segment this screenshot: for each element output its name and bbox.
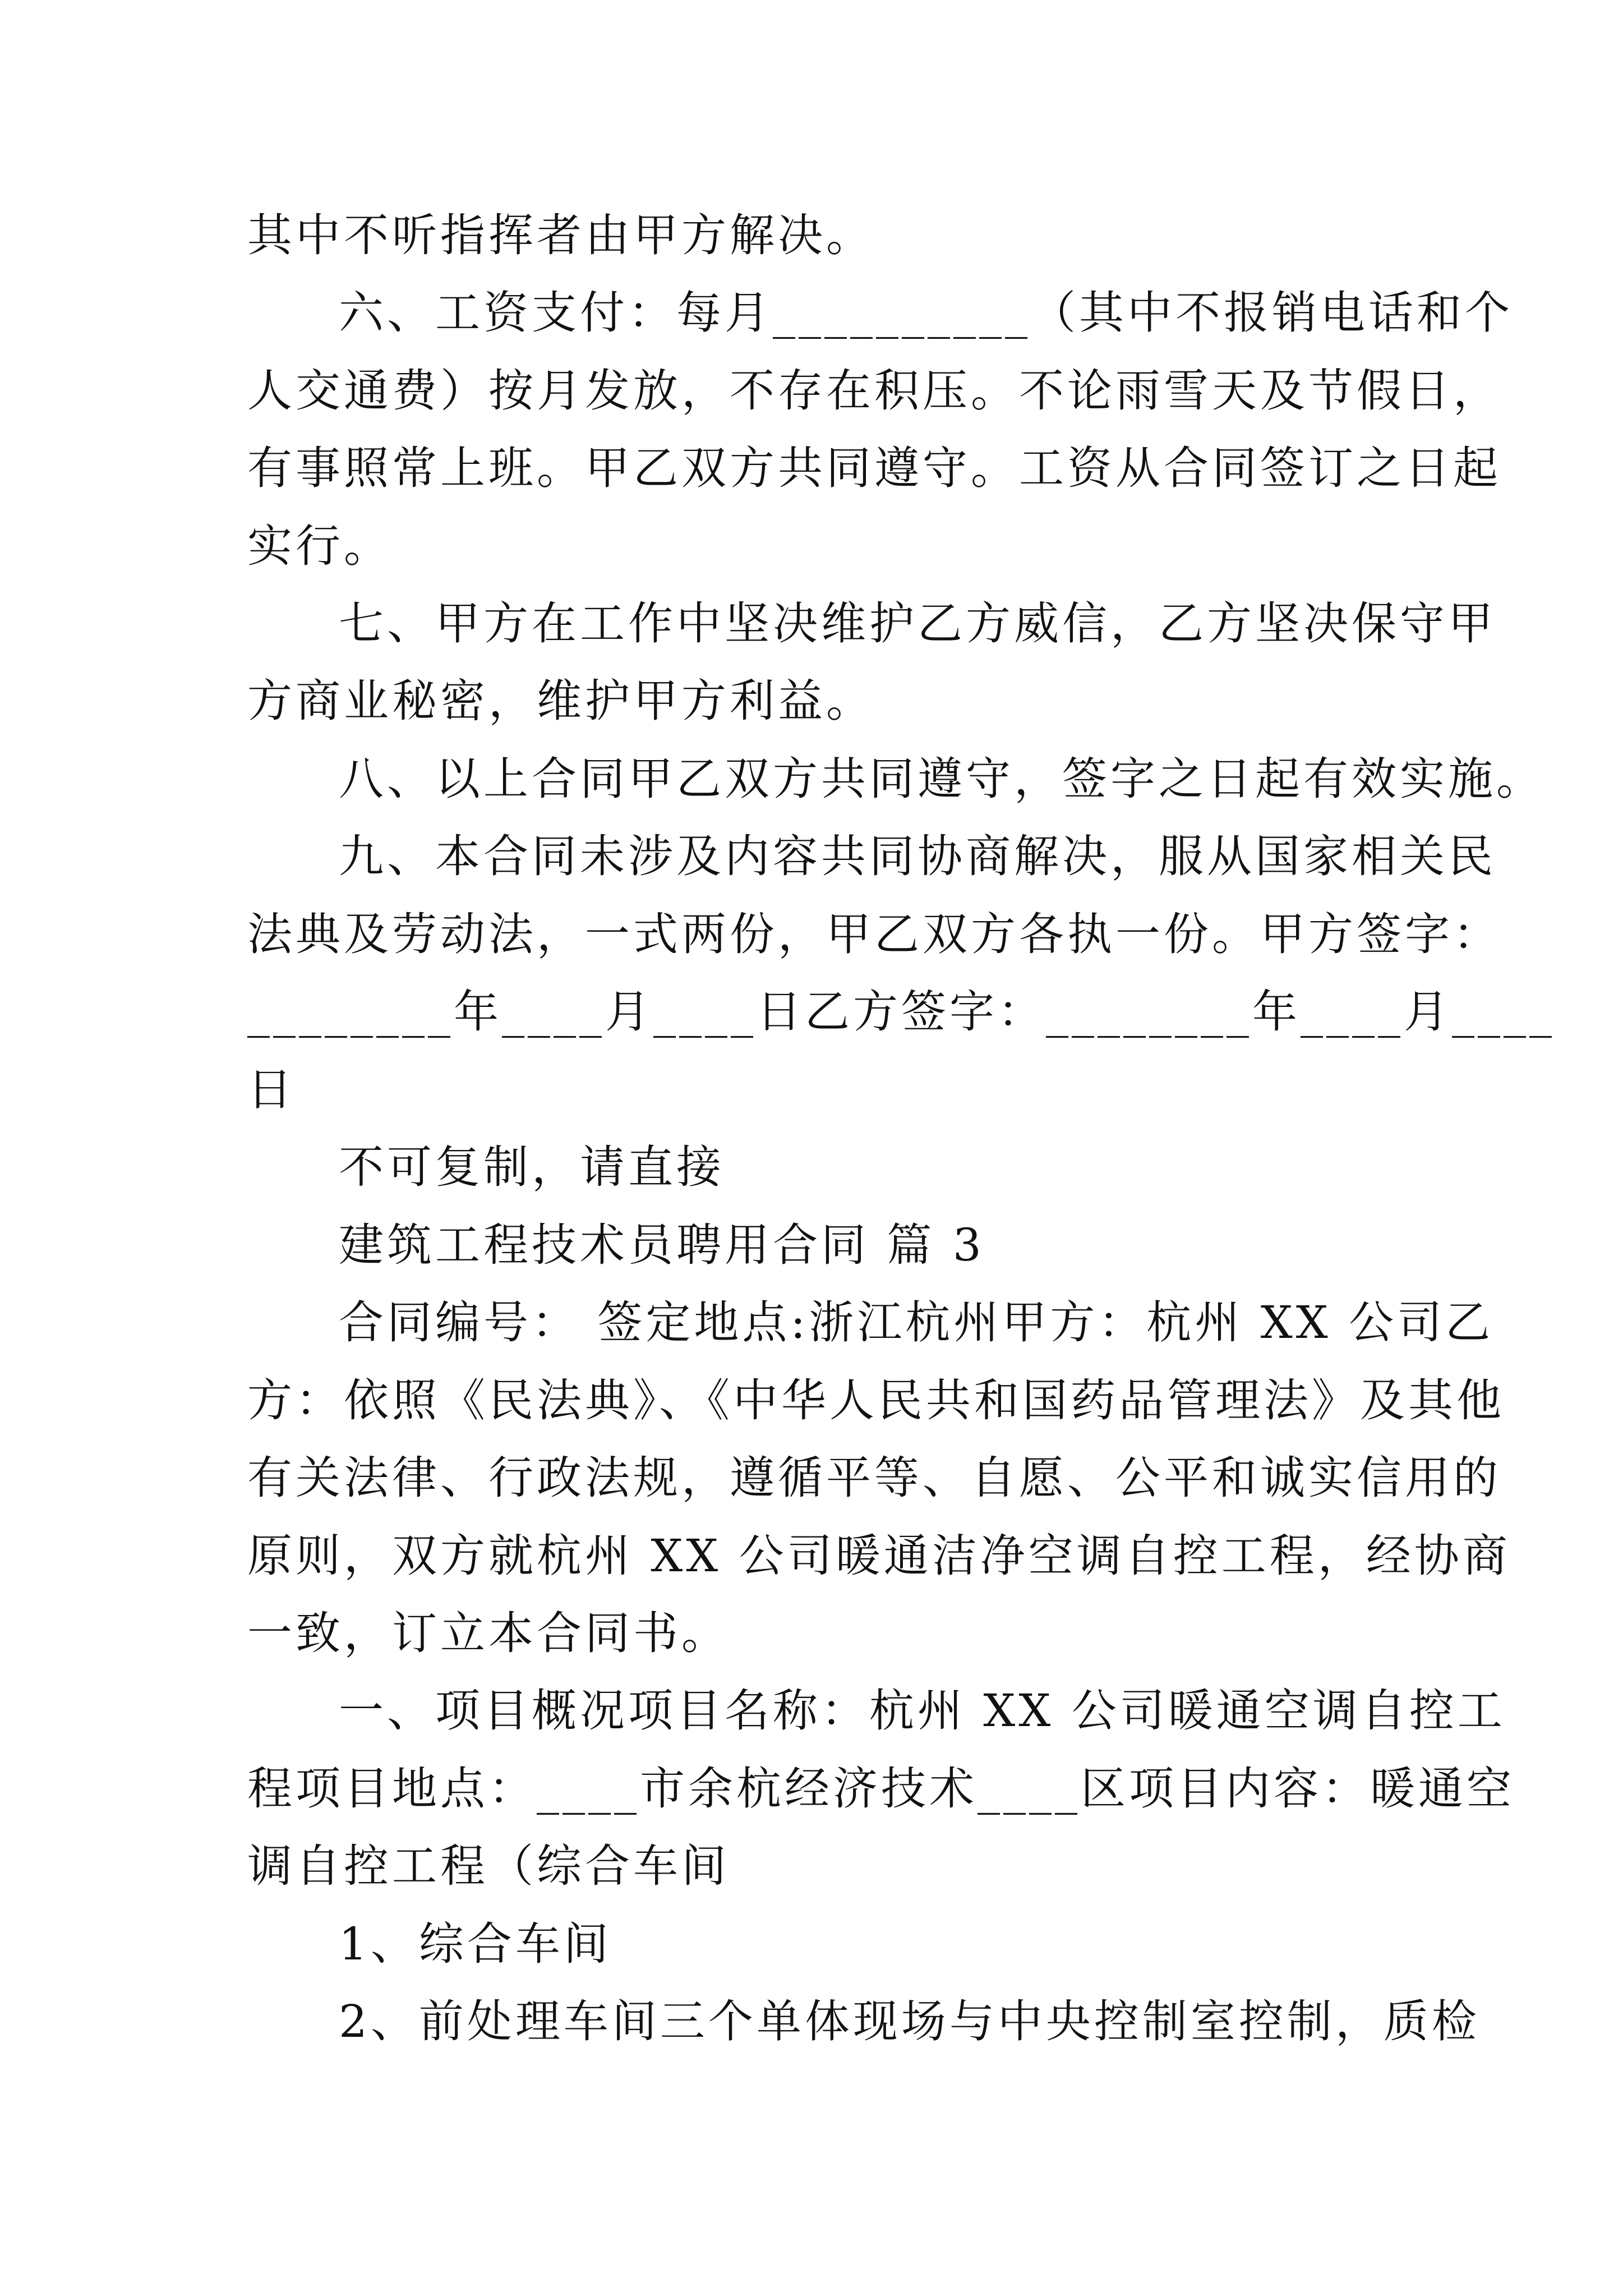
text-line: 有事照常上班。甲乙双方共同遵守。工资从合同签订之日起 bbox=[247, 442, 1501, 494]
text-line: 方：依照《民法典》、《中华人民共和国药品管理法》及其他 bbox=[247, 1374, 1505, 1427]
text-line: 其中不听指挥者由甲方解决。 bbox=[247, 209, 874, 261]
text-line: 实行。 bbox=[247, 520, 392, 572]
text-line: ________年____月____日乙方签字：________年____月____ bbox=[247, 986, 1555, 1038]
text-line: 不可复制，请直接 bbox=[339, 1141, 725, 1193]
text-line: 2、前处理车间三个单体现场与中央控制室控制，质检 bbox=[339, 1995, 1480, 2047]
text-line: 原则，双方就杭州 XX 公司暖通洁净空调自控工程，经协商 bbox=[247, 1530, 1511, 1582]
text-line: 有关法律、行政法规，遵循平等、自愿、公平和诚实信用的 bbox=[247, 1452, 1501, 1504]
text-line: 六、工资支付：每月__________（其中不报销电话和个 bbox=[339, 287, 1513, 339]
text-line: 建筑工程技术员聘用合同 篇 3 bbox=[339, 1219, 985, 1271]
text-line: 一致，订立本合同书。 bbox=[247, 1607, 730, 1659]
text-line: 一、项目概况项目名称：杭州 XX 公司暖通空调自控工 bbox=[339, 1685, 1506, 1737]
text-line: 七、甲方在工作中坚决维护乙方威信，乙方坚决保守甲 bbox=[339, 597, 1496, 650]
text-line: 八、以上合同甲乙双方共同遵守，签字之日起有效实施。 bbox=[339, 753, 1544, 805]
text-line: 方商业秘密，维护甲方利益。 bbox=[247, 675, 874, 727]
text-line: 九、本合同未涉及内容共同协商解决，服从国家相关民 bbox=[339, 830, 1496, 882]
text-line: 1、综合车间 bbox=[339, 1918, 612, 1970]
text-line: 人交通费）按月发放，不存在积压。不论雨雪天及节假日， bbox=[247, 365, 1501, 417]
text-line: 日 bbox=[247, 1064, 296, 1116]
text-line: 程项目地点：____市余杭经济技术____区项目内容：暖通空 bbox=[247, 1763, 1515, 1815]
text-line: 合同编号： 签定地点:浙江杭州甲方：杭州 XX 公司乙 bbox=[339, 1296, 1494, 1349]
text-line: 调自控工程（综合车间 bbox=[247, 1840, 730, 1892]
text-line: 法典及劳动法，一式两份，甲乙双方各执一份。甲方签字： bbox=[247, 908, 1501, 960]
